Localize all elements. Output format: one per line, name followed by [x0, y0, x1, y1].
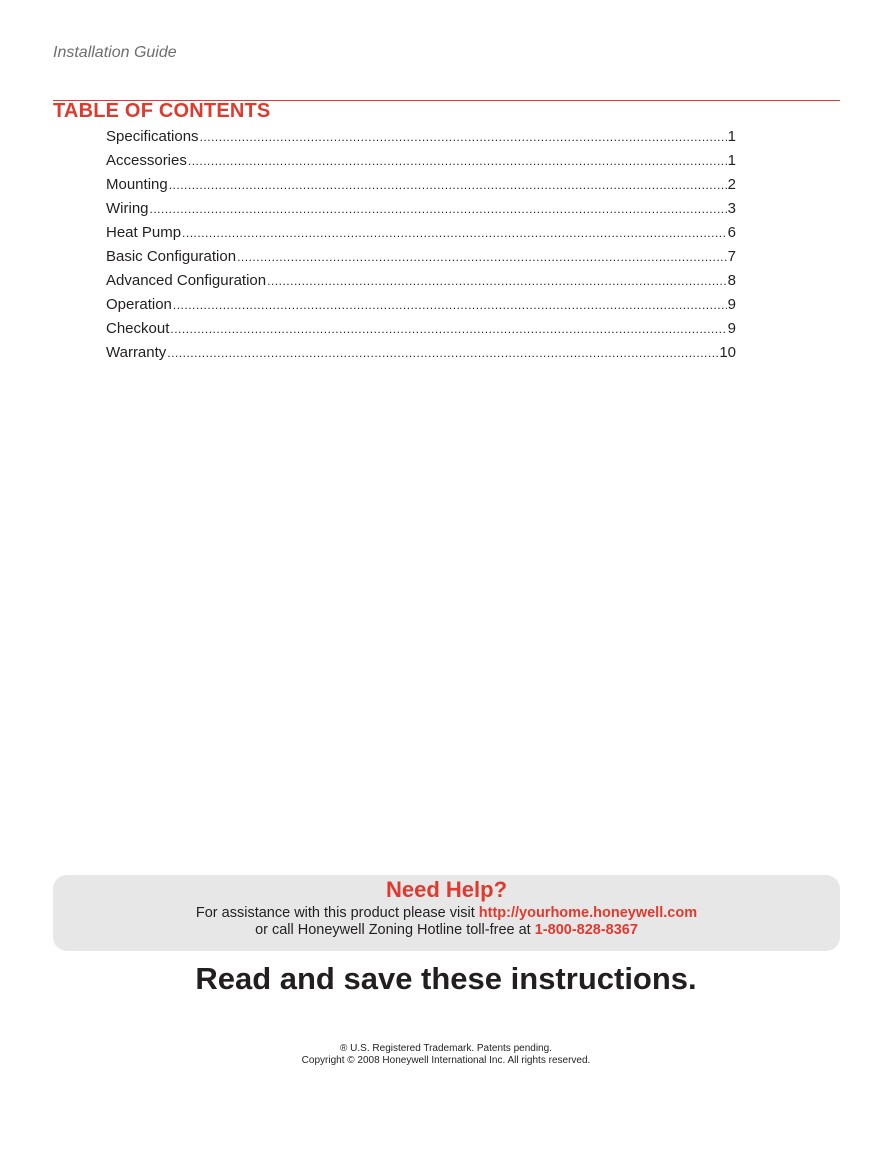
read-save-heading: Read and save these instructions. — [195, 961, 697, 996]
toc-leader-dots — [167, 343, 718, 363]
toc-item-page: 9 — [727, 296, 736, 313]
toc-leader-dots — [173, 295, 727, 315]
toc-leader-dots — [182, 223, 727, 243]
toc-item-accessories[interactable] — [106, 151, 736, 175]
toc-item-page: 1 — [727, 128, 736, 145]
help-box — [53, 875, 840, 951]
toc-item-label: Accessories — [106, 152, 187, 169]
toc-item-label: Advanced Configuration — [106, 272, 267, 289]
toc-item-page: 6 — [727, 224, 736, 241]
toc-item-label: Basic Configuration — [106, 248, 237, 265]
help-phone-line — [53, 922, 840, 938]
toc-leader-dots — [169, 175, 727, 195]
toc-item-label: Wiring — [106, 200, 149, 217]
toc-item-page: 2 — [727, 176, 736, 193]
toc-item-label: Heat Pump — [106, 224, 182, 241]
toc-item-page: 10 — [719, 344, 736, 361]
help-phone-number[interactable]: 1-800-828-8367 — [534, 922, 638, 938]
trademark-notice: ® U.S. Registered Trademark. Patents pending. — [340, 1043, 552, 1054]
document-header-label: Installation Guide — [53, 44, 177, 61]
help-title: Need Help? — [385, 877, 508, 902]
toc-item-mounting[interactable] — [106, 175, 736, 199]
toc-item-label: Specifications — [106, 128, 199, 145]
toc-item-page: 3 — [727, 200, 736, 217]
toc-item-specifications[interactable] — [106, 127, 736, 151]
copyright-notice: Copyright © 2008 Honeywell International Inc. All rights reserved. — [301, 1055, 591, 1066]
toc-item-page: 1 — [727, 152, 736, 169]
toc-item-warranty[interactable] — [106, 343, 736, 367]
toc-leader-dots — [188, 151, 727, 171]
toc-item-checkout[interactable] — [106, 319, 736, 343]
toc-leader-dots — [200, 127, 727, 147]
toc-leader-dots — [237, 247, 727, 267]
toc-item-operation[interactable] — [106, 295, 736, 319]
help-website-text: For assistance with this product please visit — [195, 905, 475, 921]
toc-item-page: 8 — [727, 272, 736, 289]
toc-leader-dots — [150, 199, 727, 219]
help-website-link[interactable]: http://yourhome.honeywell.com — [478, 905, 698, 921]
toc-item-basic-configuration[interactable] — [106, 247, 736, 271]
toc-leader-dots — [267, 271, 727, 291]
toc-leader-dots — [170, 319, 726, 339]
toc-item-advanced-configuration[interactable] — [106, 271, 736, 295]
toc-list — [106, 127, 736, 367]
help-phone-text: or call Honeywell Zoning Hotline toll-free at — [255, 922, 531, 938]
toc-title: TABLE OF CONTENTS — [53, 100, 271, 122]
toc-item-wiring[interactable] — [106, 199, 736, 223]
toc-item-label: Operation — [106, 296, 172, 313]
toc-item-page: 9 — [727, 320, 736, 337]
help-website-line — [53, 905, 840, 921]
toc-item-heat-pump[interactable] — [106, 223, 736, 247]
toc-item-label: Mounting — [106, 176, 168, 193]
toc-item-label: Warranty — [106, 344, 167, 361]
toc-item-label: Checkout — [106, 320, 170, 337]
toc-item-page: 7 — [727, 248, 736, 265]
